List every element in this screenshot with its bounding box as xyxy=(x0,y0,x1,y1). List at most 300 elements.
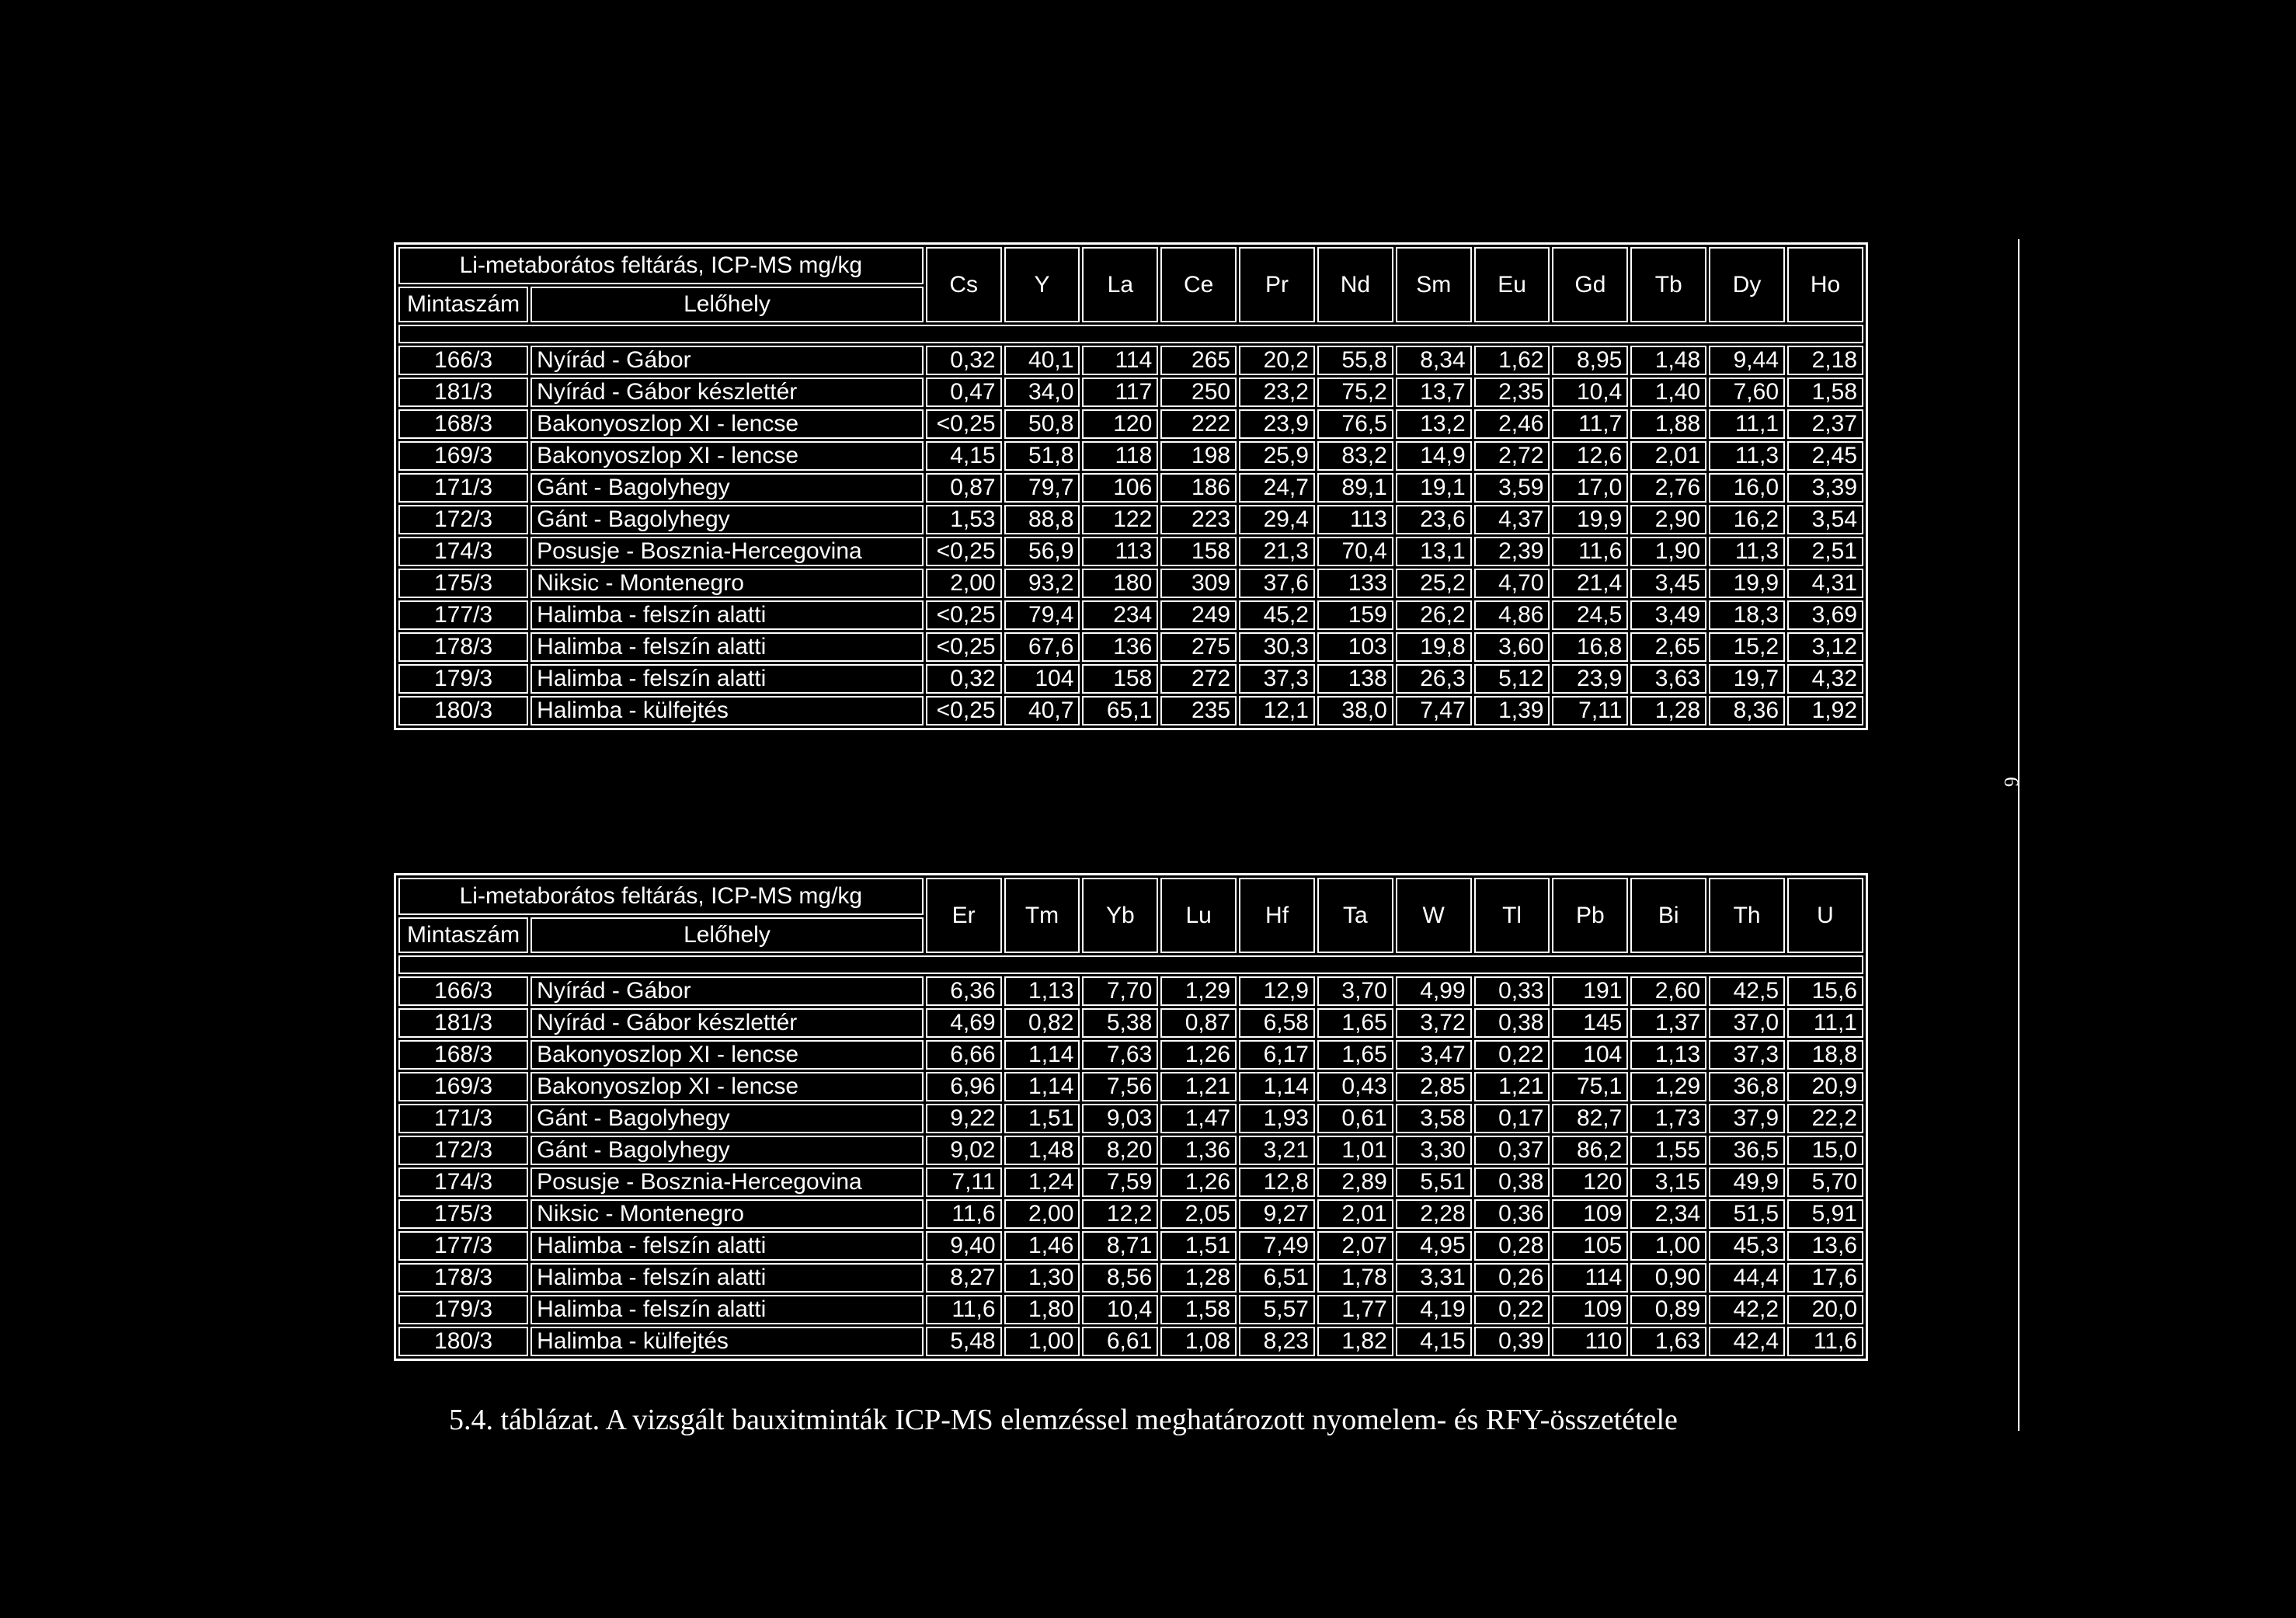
value-cell: 42,5 xyxy=(1709,976,1785,1006)
value-cell: 1,14 xyxy=(1004,1072,1080,1101)
value-cell: 1,46 xyxy=(1004,1231,1080,1261)
value-cell: 16,8 xyxy=(1552,632,1628,662)
value-cell: 138 xyxy=(1317,664,1393,694)
value-cell: 83,2 xyxy=(1317,441,1393,471)
value-cell: 7,49 xyxy=(1239,1231,1315,1261)
value-cell: 79,7 xyxy=(1004,473,1080,503)
value-cell: 113 xyxy=(1082,537,1158,566)
value-cell: 56,9 xyxy=(1004,537,1080,566)
value-cell: 86,2 xyxy=(1552,1136,1628,1165)
value-cell: 37,3 xyxy=(1239,664,1315,694)
value-cell: 14,9 xyxy=(1396,441,1472,471)
value-cell: 5,48 xyxy=(926,1327,1002,1356)
table-row xyxy=(398,409,1863,439)
table-row xyxy=(398,1136,1863,1165)
value-cell: 49,9 xyxy=(1709,1167,1785,1197)
value-cell: 23,9 xyxy=(1239,409,1315,439)
value-cell: 0,87 xyxy=(926,473,1002,503)
value-cell: 17,6 xyxy=(1787,1263,1863,1293)
value-cell: 3,58 xyxy=(1396,1104,1472,1133)
value-cell: 2,28 xyxy=(1396,1199,1472,1229)
sample-number-cell: 177/3 xyxy=(398,600,528,630)
value-cell: 1,51 xyxy=(1160,1231,1237,1261)
table-row xyxy=(398,1231,1863,1261)
value-cell: 0,26 xyxy=(1474,1263,1550,1293)
value-cell: 24,7 xyxy=(1239,473,1315,503)
value-cell: 26,3 xyxy=(1396,664,1472,694)
value-cell: 29,4 xyxy=(1239,505,1315,534)
value-cell: 110 xyxy=(1552,1327,1628,1356)
value-cell: 1,58 xyxy=(1160,1295,1237,1324)
value-cell: 250 xyxy=(1160,378,1237,407)
value-cell: 5,57 xyxy=(1239,1295,1315,1324)
value-cell: 114 xyxy=(1082,346,1158,375)
value-cell: 191 xyxy=(1552,976,1628,1006)
element-table-2 xyxy=(394,873,1868,1361)
value-cell: 1,28 xyxy=(1630,696,1706,725)
value-cell: 1,30 xyxy=(1004,1263,1080,1293)
element-header: Y xyxy=(1004,247,1080,322)
value-cell: 120 xyxy=(1082,409,1158,439)
value-cell: 6,96 xyxy=(926,1072,1002,1101)
value-cell: 7,60 xyxy=(1709,378,1785,407)
value-cell: 1,80 xyxy=(1004,1295,1080,1324)
value-cell: 3,21 xyxy=(1239,1136,1315,1165)
location-cell: Niksic - Montenegro xyxy=(531,1199,924,1229)
element-header: Gd xyxy=(1552,247,1628,322)
sample-number-cell: 178/3 xyxy=(398,632,528,662)
value-cell: 106 xyxy=(1082,473,1158,503)
element-header: Lu xyxy=(1160,878,1237,953)
value-cell: 6,17 xyxy=(1239,1040,1315,1070)
location-header: Lelőhely xyxy=(531,917,924,953)
value-cell: 4,19 xyxy=(1396,1295,1472,1324)
table-row xyxy=(398,1104,1863,1133)
value-cell: 19,7 xyxy=(1709,664,1785,694)
location-cell: Halimba - felszín alatti xyxy=(531,632,924,662)
value-cell: 36,5 xyxy=(1709,1136,1785,1165)
value-cell: 22,2 xyxy=(1787,1104,1863,1133)
value-cell: 4,31 xyxy=(1787,569,1863,598)
value-cell: 2,60 xyxy=(1630,976,1706,1006)
value-cell: 42,4 xyxy=(1709,1327,1785,1356)
value-cell: 122 xyxy=(1082,505,1158,534)
location-cell: Gánt - Bagolyhegy xyxy=(531,1104,924,1133)
table-row xyxy=(398,664,1863,694)
value-cell: 1,13 xyxy=(1004,976,1080,1006)
table-row xyxy=(398,569,1863,598)
value-cell: 1,00 xyxy=(1004,1327,1080,1356)
table-row xyxy=(398,505,1863,534)
value-cell: 20,2 xyxy=(1239,346,1315,375)
value-cell: 45,2 xyxy=(1239,600,1315,630)
value-cell: 89,1 xyxy=(1317,473,1393,503)
element-header: Er xyxy=(926,878,1002,953)
value-cell: 3,60 xyxy=(1474,632,1550,662)
value-cell: 0,61 xyxy=(1317,1104,1393,1133)
value-cell: 104 xyxy=(1004,664,1080,694)
value-cell: 10,4 xyxy=(1082,1295,1158,1324)
location-cell: Halimba - felszín alatti xyxy=(531,1295,924,1324)
value-cell: 13,6 xyxy=(1787,1231,1863,1261)
value-cell: 16,2 xyxy=(1709,505,1785,534)
value-cell: 1,90 xyxy=(1630,537,1706,566)
value-cell: 198 xyxy=(1160,441,1237,471)
table-body xyxy=(398,346,1863,725)
value-cell: 272 xyxy=(1160,664,1237,694)
sample-number-cell: 168/3 xyxy=(398,1040,528,1070)
table-row xyxy=(398,1327,1863,1356)
location-cell: Nyírád - Gábor xyxy=(531,346,924,375)
value-cell: 21,3 xyxy=(1239,537,1315,566)
value-cell: 50,8 xyxy=(1004,409,1080,439)
location-cell: Gánt - Bagolyhegy xyxy=(531,1136,924,1165)
value-cell: 0,22 xyxy=(1474,1295,1550,1324)
sample-number-cell: 174/3 xyxy=(398,1167,528,1197)
value-cell: 0,32 xyxy=(926,346,1002,375)
value-cell: 2,65 xyxy=(1630,632,1706,662)
value-cell: 1,29 xyxy=(1630,1072,1706,1101)
sample-number-cell: 171/3 xyxy=(398,473,528,503)
value-cell: 120 xyxy=(1552,1167,1628,1197)
value-cell: 11,6 xyxy=(1787,1327,1863,1356)
element-header: U xyxy=(1787,878,1863,953)
table-caption: 5.4. táblázat. A vizsgált bauxitminták ICP-MS elemzéssel meghatározott nyomelem- és RFY-összetétele xyxy=(449,1404,1678,1436)
sample-number-cell: 169/3 xyxy=(398,1072,528,1101)
value-cell: 1,48 xyxy=(1004,1136,1080,1165)
value-cell: 0,36 xyxy=(1474,1199,1550,1229)
value-cell: 1,13 xyxy=(1630,1040,1706,1070)
element-header: Bi xyxy=(1630,878,1706,953)
sample-number-cell: 179/3 xyxy=(398,1295,528,1324)
table-row xyxy=(398,346,1863,375)
value-cell: 235 xyxy=(1160,696,1237,725)
value-cell: 2,85 xyxy=(1396,1072,1472,1101)
value-cell: 113 xyxy=(1317,505,1393,534)
value-cell: 109 xyxy=(1552,1199,1628,1229)
sample-number-cell: 174/3 xyxy=(398,537,528,566)
value-cell: 15,6 xyxy=(1787,976,1863,1006)
table-row xyxy=(398,1167,1863,1197)
location-cell: Bakonyoszlop XI - lencse xyxy=(531,1040,924,1070)
value-cell: 65,1 xyxy=(1082,696,1158,725)
value-cell: 2,76 xyxy=(1630,473,1706,503)
value-cell: 3,45 xyxy=(1630,569,1706,598)
table-title: Li-metaborátos feltárás, ICP-MS mg/kg xyxy=(398,247,924,284)
value-cell: 6,36 xyxy=(926,976,1002,1006)
sample-number-cell: 172/3 xyxy=(398,505,528,534)
location-cell: Halimba - felszín alatti xyxy=(531,600,924,630)
value-cell: 1,51 xyxy=(1004,1104,1080,1133)
value-cell: 4,32 xyxy=(1787,664,1863,694)
value-cell: 158 xyxy=(1082,664,1158,694)
value-cell: 1,78 xyxy=(1317,1263,1393,1293)
value-cell: 23,9 xyxy=(1552,664,1628,694)
value-cell: 42,2 xyxy=(1709,1295,1785,1324)
value-cell: 13,1 xyxy=(1396,537,1472,566)
value-cell: 79,4 xyxy=(1004,600,1080,630)
value-cell: 133 xyxy=(1317,569,1393,598)
element-header: Ta xyxy=(1317,878,1393,953)
value-cell: 10,4 xyxy=(1552,378,1628,407)
sample-number-cell: 180/3 xyxy=(398,696,528,725)
value-cell: 0,37 xyxy=(1474,1136,1550,1165)
value-cell: 6,66 xyxy=(926,1040,1002,1070)
value-cell: 3,15 xyxy=(1630,1167,1706,1197)
value-cell: 222 xyxy=(1160,409,1237,439)
value-cell: 6,58 xyxy=(1239,1008,1315,1038)
location-cell: Posusje - Bosznia-Hercegovina xyxy=(531,537,924,566)
value-cell: 1,63 xyxy=(1630,1327,1706,1356)
value-cell: 7,63 xyxy=(1082,1040,1158,1070)
value-cell: 1,26 xyxy=(1160,1040,1237,1070)
value-cell: 104 xyxy=(1552,1040,1628,1070)
location-cell: Nyírád - Gábor xyxy=(531,976,924,1006)
value-cell: 4,37 xyxy=(1474,505,1550,534)
table-row xyxy=(398,1072,1863,1101)
value-cell: 19,9 xyxy=(1552,505,1628,534)
value-cell: 8,34 xyxy=(1396,346,1472,375)
location-cell: Halimba - felszín alatti xyxy=(531,1263,924,1293)
value-cell: 1,93 xyxy=(1239,1104,1315,1133)
value-cell: 1,58 xyxy=(1787,378,1863,407)
value-cell: 19,8 xyxy=(1396,632,1472,662)
table-row xyxy=(398,1040,1863,1070)
element-header: Dy xyxy=(1709,247,1785,322)
value-cell: 1,00 xyxy=(1630,1231,1706,1261)
value-cell: 13,7 xyxy=(1396,378,1472,407)
value-cell: 0,32 xyxy=(926,664,1002,694)
table-row xyxy=(398,1263,1863,1293)
value-cell: 3,31 xyxy=(1396,1263,1472,1293)
value-cell: 114 xyxy=(1552,1263,1628,1293)
value-cell: 11,6 xyxy=(1552,537,1628,566)
value-cell: 3,12 xyxy=(1787,632,1863,662)
value-cell: 2,18 xyxy=(1787,346,1863,375)
value-cell: 3,69 xyxy=(1787,600,1863,630)
page-edge-line xyxy=(2018,239,2019,1431)
value-cell: 1,26 xyxy=(1160,1167,1237,1197)
sample-number-cell: 171/3 xyxy=(398,1104,528,1133)
sample-number-cell: 181/3 xyxy=(398,378,528,407)
value-cell: 40,1 xyxy=(1004,346,1080,375)
table-body xyxy=(398,976,1863,1356)
value-cell: 12,8 xyxy=(1239,1167,1315,1197)
table-row xyxy=(398,1295,1863,1324)
value-cell: 3,39 xyxy=(1787,473,1863,503)
value-cell: 4,86 xyxy=(1474,600,1550,630)
value-cell: 26,2 xyxy=(1396,600,1472,630)
value-cell: 5,51 xyxy=(1396,1167,1472,1197)
value-cell: 1,21 xyxy=(1474,1072,1550,1101)
value-cell: 9,27 xyxy=(1239,1199,1315,1229)
sample-number-cell: 172/3 xyxy=(398,1136,528,1165)
value-cell: 12,6 xyxy=(1552,441,1628,471)
value-cell: 0,28 xyxy=(1474,1231,1550,1261)
location-cell: Halimba - felszín alatti xyxy=(531,664,924,694)
value-cell: 0,33 xyxy=(1474,976,1550,1006)
value-cell: <0,25 xyxy=(926,632,1002,662)
value-cell: 9,03 xyxy=(1082,1104,1158,1133)
value-cell: 1,48 xyxy=(1630,346,1706,375)
value-cell: 9,40 xyxy=(926,1231,1002,1261)
value-cell: <0,25 xyxy=(926,600,1002,630)
location-cell: Bakonyoszlop XI - lencse xyxy=(531,441,924,471)
value-cell: 36,8 xyxy=(1709,1072,1785,1101)
value-cell: 4,95 xyxy=(1396,1231,1472,1261)
location-cell: Halimba - külfejtés xyxy=(531,1327,924,1356)
value-cell: 4,69 xyxy=(926,1008,1002,1038)
value-cell: 11,3 xyxy=(1709,537,1785,566)
value-cell: 223 xyxy=(1160,505,1237,534)
value-cell: 109 xyxy=(1552,1295,1628,1324)
element-header: Tb xyxy=(1630,247,1706,322)
value-cell: 38,0 xyxy=(1317,696,1393,725)
value-cell: 55,8 xyxy=(1317,346,1393,375)
sample-number-cell: 166/3 xyxy=(398,976,528,1006)
value-cell: 93,2 xyxy=(1004,569,1080,598)
value-cell: 1,24 xyxy=(1004,1167,1080,1197)
value-cell: 75,1 xyxy=(1552,1072,1628,1101)
value-cell: 15,0 xyxy=(1787,1136,1863,1165)
value-cell: 44,4 xyxy=(1709,1263,1785,1293)
value-cell: 11,1 xyxy=(1709,409,1785,439)
value-cell: 13,2 xyxy=(1396,409,1472,439)
element-header: W xyxy=(1396,878,1472,953)
location-cell: Niksic - Montenegro xyxy=(531,569,924,598)
table-title: Li-metaborátos feltárás, ICP-MS mg/kg xyxy=(398,878,924,915)
value-cell: 25,9 xyxy=(1239,441,1315,471)
value-cell: 25,2 xyxy=(1396,569,1472,598)
value-cell: 0,82 xyxy=(1004,1008,1080,1038)
value-cell: 51,8 xyxy=(1004,441,1080,471)
value-cell: 118 xyxy=(1082,441,1158,471)
value-cell: 2,35 xyxy=(1474,378,1550,407)
value-cell: 1,14 xyxy=(1239,1072,1315,1101)
value-cell: 1,29 xyxy=(1160,976,1237,1006)
value-cell: 180 xyxy=(1082,569,1158,598)
value-cell: 18,3 xyxy=(1709,600,1785,630)
value-cell: 105 xyxy=(1552,1231,1628,1261)
value-cell: 1,53 xyxy=(926,505,1002,534)
value-cell: 12,9 xyxy=(1239,976,1315,1006)
value-cell: 7,11 xyxy=(1552,696,1628,725)
value-cell: 51,5 xyxy=(1709,1199,1785,1229)
value-cell: 1,92 xyxy=(1787,696,1863,725)
element-header: Nd xyxy=(1317,247,1393,322)
value-cell: 12,1 xyxy=(1239,696,1315,725)
element-header: Ho xyxy=(1787,247,1863,322)
value-cell: 9,44 xyxy=(1709,346,1785,375)
value-cell: 3,49 xyxy=(1630,600,1706,630)
location-cell: Bakonyoszlop XI - lencse xyxy=(531,1072,924,1101)
value-cell: 30,3 xyxy=(1239,632,1315,662)
table-row xyxy=(398,441,1863,471)
page-side-mark: 6 xyxy=(2000,777,2023,787)
sample-number-cell: 181/3 xyxy=(398,1008,528,1038)
value-cell: 75,2 xyxy=(1317,378,1393,407)
value-cell: 0,43 xyxy=(1317,1072,1393,1101)
value-cell: 7,47 xyxy=(1396,696,1472,725)
value-cell: 3,30 xyxy=(1396,1136,1472,1165)
value-cell: 3,63 xyxy=(1630,664,1706,694)
value-cell: 11,6 xyxy=(926,1295,1002,1324)
value-cell: 88,8 xyxy=(1004,505,1080,534)
value-cell: 40,7 xyxy=(1004,696,1080,725)
value-cell: 1,28 xyxy=(1160,1263,1237,1293)
value-cell: 3,72 xyxy=(1396,1008,1472,1038)
value-cell: 117 xyxy=(1082,378,1158,407)
value-cell: 34,0 xyxy=(1004,378,1080,407)
value-cell: 3,47 xyxy=(1396,1040,1472,1070)
value-cell: 67,6 xyxy=(1004,632,1080,662)
value-cell: 4,99 xyxy=(1396,976,1472,1006)
element-table-1 xyxy=(394,242,1868,730)
table-row xyxy=(398,976,1863,1006)
value-cell: 37,0 xyxy=(1709,1008,1785,1038)
value-cell: 4,15 xyxy=(926,441,1002,471)
value-cell: 7,59 xyxy=(1082,1167,1158,1197)
location-cell: Gánt - Bagolyhegy xyxy=(531,505,924,534)
value-cell: 3,54 xyxy=(1787,505,1863,534)
element-header: La xyxy=(1082,247,1158,322)
value-cell: 3,59 xyxy=(1474,473,1550,503)
value-cell: 0,22 xyxy=(1474,1040,1550,1070)
element-header: Pr xyxy=(1239,247,1315,322)
value-cell: <0,25 xyxy=(926,537,1002,566)
value-cell: 1,55 xyxy=(1630,1136,1706,1165)
value-cell: 2,90 xyxy=(1630,505,1706,534)
value-cell: 19,9 xyxy=(1709,569,1785,598)
location-cell: Halimba - külfejtés xyxy=(531,696,924,725)
value-cell: 4,15 xyxy=(1396,1327,1472,1356)
value-cell: 37,6 xyxy=(1239,569,1315,598)
value-cell: 2,37 xyxy=(1787,409,1863,439)
value-cell: 70,4 xyxy=(1317,537,1393,566)
value-cell: 2,05 xyxy=(1160,1199,1237,1229)
value-cell: 2,00 xyxy=(1004,1199,1080,1229)
table-row xyxy=(398,537,1863,566)
table-row xyxy=(398,473,1863,503)
sample-number-header: Mintaszám xyxy=(398,287,528,322)
value-cell: 5,12 xyxy=(1474,664,1550,694)
value-cell: 21,4 xyxy=(1552,569,1628,598)
value-cell: 1,82 xyxy=(1317,1327,1393,1356)
value-cell: 2,39 xyxy=(1474,537,1550,566)
value-cell: 159 xyxy=(1317,600,1393,630)
value-cell: 2,72 xyxy=(1474,441,1550,471)
sample-number-cell: 178/3 xyxy=(398,1263,528,1293)
value-cell: 0,90 xyxy=(1630,1263,1706,1293)
value-cell: 9,02 xyxy=(926,1136,1002,1165)
value-cell: 18,8 xyxy=(1787,1040,1863,1070)
value-cell: 8,56 xyxy=(1082,1263,1158,1293)
value-cell: 249 xyxy=(1160,600,1237,630)
value-cell: 82,7 xyxy=(1552,1104,1628,1133)
value-cell: 5,70 xyxy=(1787,1167,1863,1197)
value-cell: 37,9 xyxy=(1709,1104,1785,1133)
value-cell: 103 xyxy=(1317,632,1393,662)
value-cell: 12,2 xyxy=(1082,1199,1158,1229)
value-cell: 37,3 xyxy=(1709,1040,1785,1070)
sample-number-cell: 180/3 xyxy=(398,1327,528,1356)
value-cell: 20,9 xyxy=(1787,1072,1863,1101)
value-cell: 2,45 xyxy=(1787,441,1863,471)
value-cell: 0,17 xyxy=(1474,1104,1550,1133)
value-cell: 2,34 xyxy=(1630,1199,1706,1229)
value-cell: 1,14 xyxy=(1004,1040,1080,1070)
location-cell: Bakonyoszlop XI - lencse xyxy=(531,409,924,439)
